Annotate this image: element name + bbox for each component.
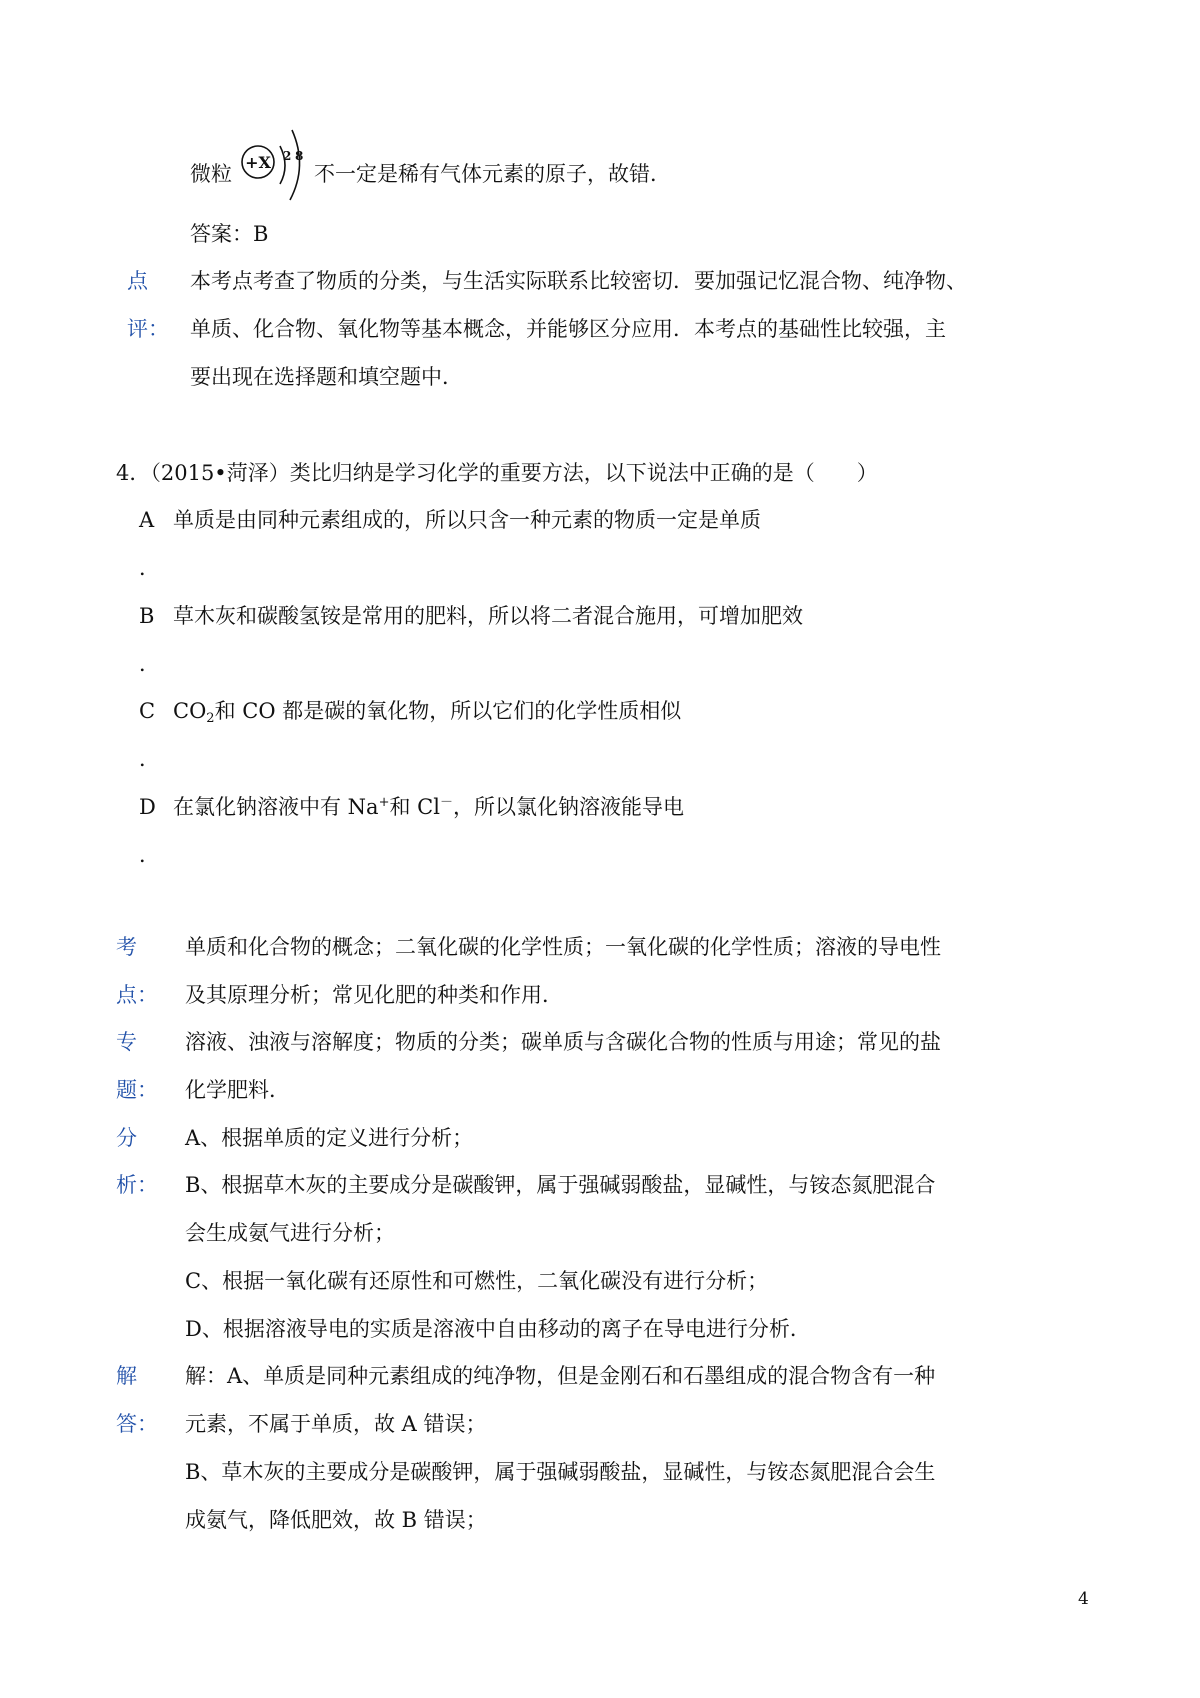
option-c-text (173, 696, 681, 726)
fenxi-label-1: 分 (116, 1126, 137, 1150)
fenxi-line-1: A、根据单质的定义进行分析； (185, 1126, 474, 1150)
shell-1-count: 2 (283, 149, 292, 163)
jieda-line-4: 成氨气，降低肥效，故 B 错误； (185, 1508, 487, 1532)
comment-line-3: 要出现在选择题和填空题中． (190, 365, 463, 389)
option-b-dot: ． (139, 652, 160, 676)
fenxi-line-3: 会生成氨气进行分析； (185, 1221, 395, 1245)
prev-line-prefix: 微粒 (190, 162, 232, 186)
option-b-text: 草木灰和碳酸氢铵是常用的肥料，所以将二者混合施用，可增加肥效 (173, 604, 803, 628)
na-ion-charge: + (378, 795, 390, 810)
option-a-text: 单质是由同种元素组成的，所以只含一种元素的物质一定是单质 (173, 508, 761, 532)
zhuanti-label-1: 专 (116, 1030, 137, 1054)
atom-structure-diagram (238, 122, 318, 202)
shell-2-count: 8 (295, 149, 304, 163)
electron-shell-2 (290, 130, 300, 200)
jieda-line-1: 解：A、单质是同种元素组成的纯净物，但是金刚石和石墨组成的混合物含有一种 (185, 1364, 936, 1388)
jieda-label-2: 答： (116, 1412, 158, 1436)
prev-line-suffix: 不一定是稀有气体元素的原子，故错． (314, 162, 671, 186)
fenxi-line-2: B、根据草木灰的主要成分是碳酸钾，属于强碱弱酸盐，显碱性，与铵态氮肥混合 (185, 1173, 936, 1197)
comment-label-2: 评： (127, 317, 169, 341)
fenxi-line-4: C、根据一氧化碳有还原性和可燃性，二氧化碳没有进行分析； (185, 1269, 769, 1293)
option-c-dot: ． (139, 747, 160, 771)
kaodian-label-2: 点： (116, 983, 158, 1007)
option-d-text: 在氯化钠溶液中有 Na+和 Cl－，所以氯化钠溶液能导电 (173, 795, 684, 819)
formula-co2: CO (173, 699, 207, 723)
comment-label-1: 点 (127, 269, 148, 293)
option-a-dot: ． (139, 556, 160, 580)
kaodian-line-1: 单质和化合物的概念；二氧化碳的化学性质；一氧化碳的化学性质；溶液的导电性 (185, 935, 941, 959)
nucleus-label: +X (245, 153, 271, 172)
fenxi-label-2: 析： (116, 1173, 158, 1197)
zhuanti-line-2: 化学肥料． (185, 1078, 290, 1102)
option-d-letter: D (139, 795, 156, 819)
option-b-letter: B (139, 604, 155, 628)
formula-co2-subscript: 2 (206, 711, 215, 726)
zhuanti-label-2: 题： (116, 1078, 158, 1102)
option-c-rest: 和 CO 都是碳的氧化物，所以它们的化学性质相似 (214, 699, 682, 723)
comment-line-1: 本考点考查了物质的分类，与生活实际联系比较密切．要加强记忆混合物、纯净物、 (190, 269, 967, 293)
option-c-letter: C (139, 699, 156, 723)
option-d-dot: ． (139, 843, 160, 867)
page-number: 4 (1078, 1589, 1089, 1609)
option-a-letter: A (139, 508, 155, 532)
question-stem: 4．（2015•菏泽）类比归纳是学习化学的重要方法，以下说法中正确的是（ ） (116, 461, 878, 485)
jieda-label-1: 解 (116, 1364, 137, 1388)
zhuanti-line-1: 溶液、浊液与溶解度；物质的分类；碳单质与含碳化合物的性质与用途；常见的盐 (185, 1030, 941, 1054)
kaodian-label-1: 考 (116, 935, 137, 959)
kaodian-line-2: 及其原理分析；常见化肥的种类和作用． (185, 983, 563, 1007)
jieda-line-2: 元素，不属于单质，故 A 错误； (185, 1412, 487, 1436)
prev-answer: 答案：B (190, 222, 269, 246)
comment-line-2: 单质、化合物、氧化物等基本概念，并能够区分应用．本考点的基础性比较强，主 (190, 317, 946, 341)
cl-ion-charge: － (439, 795, 453, 810)
jieda-line-3: B、草木灰的主要成分是碳酸钾，属于强碱弱酸盐，显碱性，与铵态氮肥混合会生 (185, 1460, 936, 1484)
fenxi-line-5: D、根据溶液导电的实质是溶液中自由移动的离子在导电进行分析． (185, 1317, 811, 1341)
